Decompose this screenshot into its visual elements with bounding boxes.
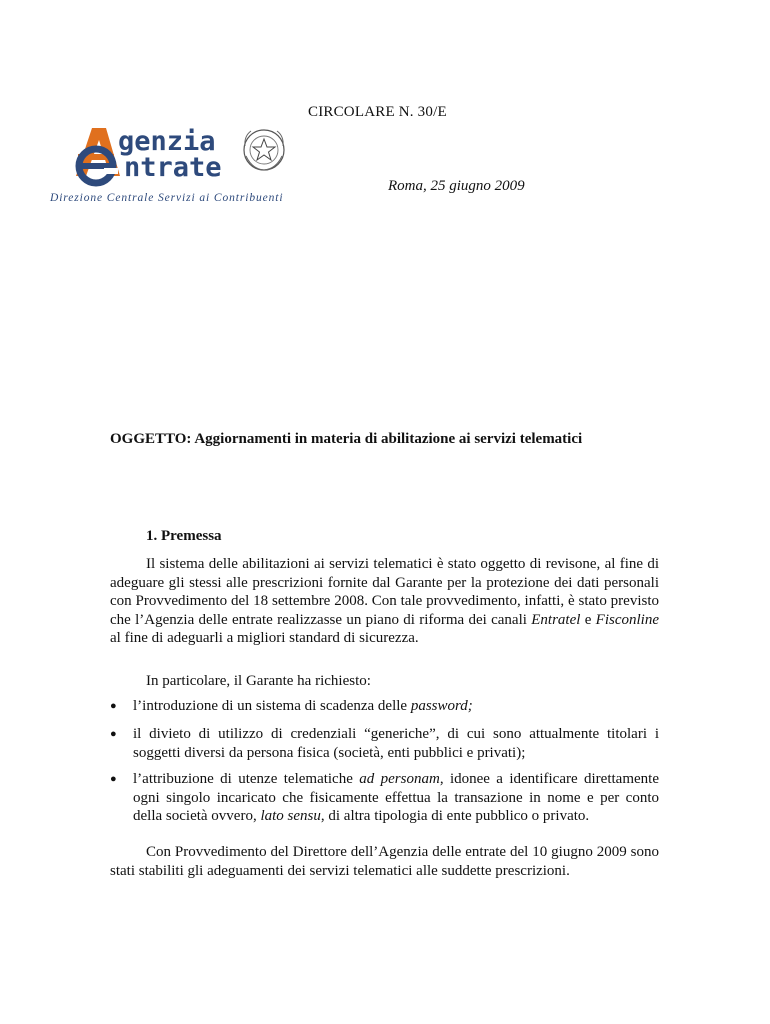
section-heading: 1. Premessa	[146, 528, 222, 544]
list-item	[110, 770, 659, 826]
paragraph-provvedimento: Con Provvedimento del Direttore dell’Agenzia delle entrate del 10 giugno 2009 sono stati stabiliti gli adeguamenti dei servizi telematici alle suddette prescrizioni.	[110, 844, 659, 879]
list-item-text-part: , idonee a identificare direttamente ogni singolo incaricato che fisicamente effettua la transazione in nome e per conto della società ovvero,	[133, 771, 659, 824]
italian-republic-emblem-icon	[244, 130, 284, 170]
bullet-icon: ●	[110, 773, 117, 785]
list-item-text-part: l’attribuzione di utenze telematiche	[133, 771, 360, 787]
subject-line: OGGETTO: Aggiornamenti in materia di abilitazione ai servizi telematici	[110, 431, 583, 447]
lato-sensu-term: lato sensu	[260, 808, 321, 824]
agenzia-entrate-logo	[66, 124, 298, 190]
logo-word-genzia: genzia	[118, 126, 216, 157]
password-term: password;	[410, 698, 473, 714]
agenzia-entrate-logo-graphic	[66, 124, 298, 190]
logo-word-ntrate: ntrate	[124, 152, 222, 183]
issuing-department: Direzione Centrale Servizi ai Contribuenti	[50, 192, 284, 204]
ad-personam-term: ad personam	[359, 771, 440, 787]
logo-letter-e-gap	[104, 168, 118, 174]
paragraph-text: al fine di adeguarli a migliori standard di sicurezza.	[110, 630, 419, 646]
list-item-text: il divieto di utilizzo di credenziali “generiche”, di cui sono attualmente titolari i soggetti diversi da persona fisica (società, enti pubblici e privati);	[133, 726, 659, 761]
bullet-icon: ●	[110, 700, 117, 712]
place-and-date: Roma, 25 giugno 2009	[388, 178, 525, 194]
paragraph-text: e	[580, 611, 596, 628]
paragraph-premessa	[110, 555, 659, 648]
entratel-term: Entratel	[531, 611, 581, 628]
paragraph-garante: In particolare, il Garante ha richiesto:	[146, 673, 371, 689]
list-item-text-part: , di altra tipologia di ente pubblico o privato.	[320, 808, 590, 824]
paragraph-text: Il sistema delle abilitazioni ai servizi telematici è stato oggetto di revisone, al fine di adeguare gli stessi alle prescrizioni fornite dal Garante per la protezione dei dati personali con Provvedimento del 18 settembre 2008. Con tale provvedimento, infatti, è stato previsto che l’Agenzia delle entrate realizzasse un piano di riforma dei canali	[110, 556, 659, 628]
fisconline-term: Fisconline	[595, 611, 659, 628]
list-item-text	[133, 697, 659, 716]
list-item	[110, 697, 659, 716]
document-number: CIRCOLARE N. 30/E	[308, 104, 447, 120]
list-item-text-part: l’introduzione di un sistema di scadenza delle	[133, 698, 411, 714]
list-item	[110, 725, 659, 762]
list-item-text	[133, 770, 659, 826]
bullet-icon: ●	[110, 728, 117, 740]
